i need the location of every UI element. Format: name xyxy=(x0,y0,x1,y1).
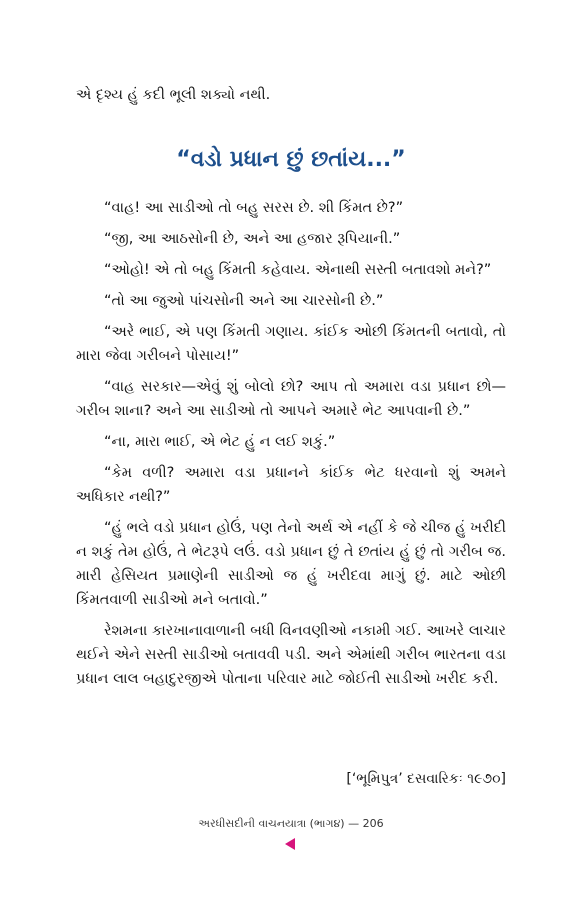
paragraph: “અરે ભાઈ, એ પણ કિંમતી ગણાય. કાંઈક ઓછી કિંમતની બતાવો, તો મારા જેવા ગરીબને પોસાય!” xyxy=(76,324,506,364)
paragraph: “તો આ જુઓ પાંચસોની અને આ ચારસોની છે.” xyxy=(104,293,384,309)
page-footer: અરધીસદીની વાચનયાત્રા (ભાગ૪) — 206 xyxy=(198,817,384,830)
story-title: “વડો પ્રધાન છું છતાંય...” xyxy=(176,147,406,172)
paragraph: “વાહ! આ સાડીઓ તો બહુ સરસ છે. શી કિંમત છે?” xyxy=(104,200,404,216)
paragraph: “જી, આ આઠસોની છે, અને આ હજાર રૂપિયાની.” xyxy=(104,231,401,247)
intro-line: એ દૃશ્ય હું કદી ભૂલી શક્યો નથી. xyxy=(76,87,271,103)
paragraph: “કેમ વળી? અમારા વડા પ્રધાનને કાંઈક ભેટ ધરવાનો શું અમને અધિકાર નથી?” xyxy=(76,465,506,505)
paragraph: “હું ભલે વડો પ્રધાન હોઉં, પણ તેનો અર્થ એ નહીં કે જે ચીજ હું ખરીદી ન શકું તેમ હોઉં, તે ભેટરૂપે લઉં. વડો પ્રધાન છું તે છતાંય હું છું તો ગરીબ જ. મારી હેસિયત પ્રમાણેની સાડીઓ જ હું ખરીદવા માગું છું. માટે ઓછી કિંમતવાળી સાડીઓ મને બતાવો.” xyxy=(76,520,506,608)
previous-page-arrow-icon[interactable] xyxy=(285,838,295,850)
source-citation: [‘ભૂમિપુત્ર’ દસવારિકઃ ૧૯૭૦] xyxy=(346,771,506,787)
paragraph: રેશમના કારખાનાવાળાની બધી વિનવણીઓ નકામી ગઈ. આખરે લાચાર થઈને એને સસ્તી સાડીઓ બતાવવી પડી. અને એમાંથી ગરીબ ભારતના વડા પ્રધાન લાલ બહાદુરજીએ પોતાના પરિવાર માટે જોઈતી સાડીઓ ખરીદ કરી. xyxy=(76,623,506,687)
paragraph: “વાહ સરકાર—એવું શું બોલો છો? આપ તો અમારા વડા પ્રધાન છો—ગરીબ શાના? અને આ સાડીઓ તો આપને અમારે ભેટ આપવાની છે.” xyxy=(76,379,506,419)
story-body xyxy=(76,196,506,698)
paragraph: “ઓહો! એ તો બહુ કિંમતી કહેવાય. એનાથી સસ્તી બતાવશો મને?” xyxy=(104,262,492,278)
paragraph: “ના, મારા ભાઈ, એ ભેટ હું ન લઈ શકું.” xyxy=(104,434,336,450)
